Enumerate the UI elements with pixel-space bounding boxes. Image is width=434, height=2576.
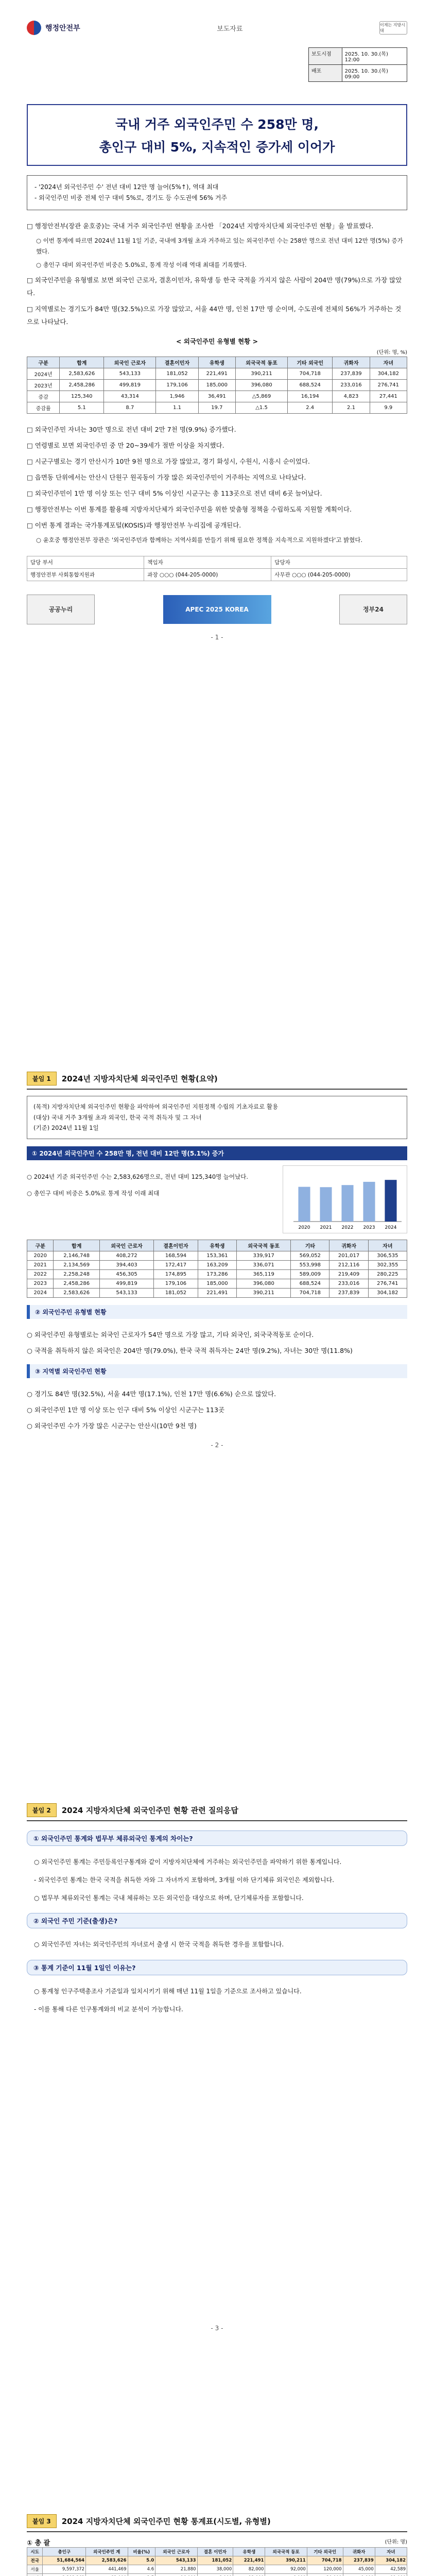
table-row bbox=[27, 391, 407, 402]
ref2-tag: 붙임 2 bbox=[27, 1803, 57, 1817]
answer-2 bbox=[27, 1928, 407, 1951]
ref1-section-1: ① 2024년 외국인주민 수 258만 명, 전년 대비 12만 명(5.1%) 증가 bbox=[27, 1146, 407, 1160]
paragraph: □ 외국인주민 자녀는 30만 명으로 전년 대비 2만 7천 명(9.9%) 증가했다. bbox=[27, 426, 236, 434]
paragraph: ○ 총인구 대비 외국인주민 비중은 5.0%로, 통계 작성 이래 역대 최대를 기록했다. bbox=[36, 261, 247, 269]
table-cell: 396,080 bbox=[235, 380, 287, 391]
trend-bar-chart bbox=[283, 1165, 407, 1233]
column-header: 구분 bbox=[27, 357, 60, 368]
paragraph: ○ 총인구 대비 비중은 5.0%로 통계 작성 이래 최대 bbox=[27, 1189, 160, 1197]
paragraph: □ 연령별로 보면 외국인주민 중 만 20~39세가 절반 이상을 차지했다. bbox=[27, 442, 224, 450]
table-cell: 5.1 bbox=[60, 402, 104, 414]
contact-cell: 과장 ○○○ (044-205-0000) bbox=[144, 568, 271, 581]
contact-header: 담당 부서 bbox=[27, 556, 144, 568]
table-cell: 390,211 bbox=[235, 368, 287, 380]
embargo-row bbox=[309, 65, 407, 81]
table-cell: 9.9 bbox=[370, 402, 407, 414]
bar bbox=[298, 1187, 310, 1222]
column-header: 자녀 bbox=[368, 1240, 407, 1251]
table-cell bbox=[86, 2574, 128, 2576]
column-header: 외국국적 동포 bbox=[265, 2548, 307, 2556]
table-cell: 339,917 bbox=[237, 1251, 291, 1261]
ref3-title: 2024 지방자치단체 외국인주민 현황 통계표(시도별, 유형별) bbox=[61, 2517, 271, 2526]
table-cell: 390,211 bbox=[265, 2556, 307, 2565]
table-cell: 408,272 bbox=[99, 1251, 153, 1261]
table-row bbox=[27, 1251, 407, 1261]
column-header: 귀화자 bbox=[329, 1240, 368, 1251]
column-header: 기타 외국인 bbox=[288, 357, 333, 368]
table-cell: 38,000 bbox=[197, 2565, 233, 2574]
table-cell: 4,823 bbox=[333, 391, 370, 402]
paragraph: □ 외국인주민이 1만 명 이상 또는 인구 대비 5% 이상인 시군구는 총 113곳으로 전년 대비 6곳 늘어났다. bbox=[27, 489, 322, 498]
table-cell: 179,106 bbox=[156, 380, 198, 391]
column-header: 시도 bbox=[27, 2548, 43, 2556]
contact-cell: 사무관 ○○○ (044-205-0000) bbox=[271, 568, 407, 581]
lead-summary bbox=[27, 175, 407, 210]
kogl-banner: 공공누리 bbox=[27, 595, 95, 624]
ref1-tag: 붙임 1 bbox=[27, 1072, 57, 1086]
ref3-summary-table bbox=[27, 2547, 407, 2576]
answer-3 bbox=[27, 1975, 407, 2015]
ref2-heading bbox=[27, 1803, 407, 1821]
table-cell: 42,589 bbox=[375, 2565, 407, 2574]
table-cell: 2020 bbox=[27, 1251, 54, 1261]
table-cell: △5,869 bbox=[235, 391, 287, 402]
table-cell: 704,718 bbox=[291, 1289, 329, 1298]
table-cell: 2,458,286 bbox=[54, 1279, 99, 1289]
table-cell: 125,340 bbox=[60, 391, 104, 402]
paragraph: ○ 2024년 기준 외국인주민 수는 2,583,626명으로, 전년 대비 125,340명 늘어났다. bbox=[27, 1173, 248, 1180]
embargo-key: 배포 bbox=[309, 65, 342, 81]
paragraph: ○ 윤호중 행정안전부 장관은 '외국인주민과 함께하는 지역사회를 만들기 위해 필요한 정책을 지속적으로 지원하겠다'고 밝혔다. bbox=[36, 536, 363, 544]
table-cell bbox=[343, 2574, 375, 2576]
column-header: 유학생 bbox=[198, 1240, 236, 1251]
table-cell: 456,305 bbox=[99, 1270, 153, 1279]
answer-line: - 이를 통해 다른 인구통계와의 비교 분석이 가능합니다. bbox=[34, 2005, 183, 2013]
table-cell: 5.0 bbox=[128, 2556, 155, 2565]
column-header: 자녀 bbox=[375, 2548, 407, 2556]
table-cell: 688,524 bbox=[291, 1279, 329, 1289]
column-header: 결혼이민자 bbox=[154, 1240, 198, 1251]
table-cell: 181,052 bbox=[154, 1289, 198, 1298]
table-cell: 2024년 bbox=[27, 368, 60, 380]
embargo-table bbox=[308, 47, 407, 82]
table-cell bbox=[128, 2574, 155, 2576]
table-cell: 237,839 bbox=[333, 368, 370, 380]
table-cell: 336,071 bbox=[237, 1261, 291, 1270]
ref3-section-a: ① 총 괄 bbox=[27, 2539, 50, 2547]
table-cell: 221,491 bbox=[198, 1289, 236, 1298]
table-cell: 21,880 bbox=[155, 2565, 197, 2574]
x-tick-label: 2022 bbox=[341, 1225, 354, 1231]
table-cell: 증감 bbox=[27, 391, 60, 402]
table-cell: 233,016 bbox=[329, 1279, 368, 1289]
table-row bbox=[27, 2556, 407, 2565]
taegeuk-icon bbox=[27, 21, 41, 35]
table-cell: 2,134,569 bbox=[54, 1261, 99, 1270]
question-3: ③ 통계 기준이 11월 1일인 이유는? bbox=[27, 1960, 407, 1975]
table-cell: 2023 bbox=[27, 1279, 54, 1289]
table-cell: 163,209 bbox=[198, 1261, 236, 1270]
paragraph: ○ 경기도 84만 명(32.5%), 서울 44만 명(17.1%), 인천 17만 명(6.6%) 순으로 많았다. bbox=[27, 1390, 276, 1398]
column-header: 합계 bbox=[54, 1240, 99, 1251]
table-cell: 1,946 bbox=[156, 391, 198, 402]
table-cell: 2,458,286 bbox=[60, 380, 104, 391]
header bbox=[27, 0, 407, 42]
table-cell: 306,535 bbox=[368, 1251, 407, 1261]
table-cell: 1.1 bbox=[156, 402, 198, 414]
table-cell: 서울 bbox=[27, 2565, 43, 2574]
ref3-sec-a-row bbox=[27, 2537, 407, 2547]
table-cell: 172,417 bbox=[154, 1261, 198, 1270]
table-cell: 499,819 bbox=[99, 1279, 153, 1289]
chart-text bbox=[27, 1165, 275, 1233]
table-cell bbox=[27, 2574, 43, 2576]
ref1-year-table bbox=[27, 1240, 407, 1298]
answer-line: ○ 통계청 인구주택총조사 기준일과 일치시키기 위해 매년 11월 1일을 기준으로 조사하고 있습니다. bbox=[34, 1988, 302, 1995]
table-cell: 233,016 bbox=[333, 380, 370, 391]
column-header: 외국국적 동포 bbox=[237, 1240, 291, 1251]
paragraph: ○ 이번 통계에 따르면 2024년 11월 1일 기준, 국내에 3개월 초과 거주하고 있는 외국인주민 수는 258만 명으로 전년 대비 12만 명(5%) 증가했다. bbox=[36, 237, 403, 255]
paragraph: □ 외국인주민을 유형별로 보면 외국인 근로자, 결혼이민자, 유학생 등 한국 국적을 가지지 않은 사람이 204만 명(79%)으로 가장 많았다. bbox=[27, 276, 402, 297]
agency-name: 행정안전부 bbox=[45, 24, 80, 32]
doc-type: 보도자료 bbox=[217, 25, 243, 33]
type-table bbox=[27, 357, 407, 414]
column-header: 총인구 bbox=[43, 2548, 86, 2556]
chart-row bbox=[27, 1165, 407, 1233]
bar bbox=[341, 1185, 353, 1222]
embargo-value: 2025. 10. 30.(목) 09:00 bbox=[344, 69, 388, 80]
paragraph: ○ 외국인주민 수가 가장 많은 시군구는 안산시(10만 9천 명) bbox=[27, 1422, 197, 1430]
contact-table bbox=[27, 556, 407, 581]
table-cell: 394,403 bbox=[99, 1261, 153, 1270]
table-cell: 2022 bbox=[27, 1270, 54, 1279]
contact-cell: 행정안전부 사회통합지원과 bbox=[27, 568, 144, 581]
slogan-logo: 이제는 지방시대 bbox=[379, 21, 407, 35]
table-cell: 36,491 bbox=[198, 391, 235, 402]
column-header: 기타 외국인 bbox=[307, 2548, 343, 2556]
table-cell bbox=[43, 2574, 86, 2576]
page-number: - 1 - bbox=[211, 633, 223, 641]
table-cell: 201,017 bbox=[329, 1251, 368, 1261]
x-tick-label: 2021 bbox=[320, 1225, 332, 1231]
table-cell: 43,314 bbox=[104, 391, 156, 402]
title-box bbox=[27, 104, 407, 166]
table-cell: 237,839 bbox=[329, 1289, 368, 1298]
contact-header: 책임자 bbox=[144, 556, 271, 568]
lead-line: - '2024년 외국인주민 수' 전년 대비 12만 명 늘어(5%↑), 역대 최대 bbox=[34, 183, 219, 191]
table-cell: 304,182 bbox=[368, 1289, 407, 1298]
table-cell bbox=[307, 2574, 343, 2576]
ref2-title: 2024 지방자치단체 외국인주민 현황 관련 질의응답 bbox=[61, 1806, 238, 1815]
answer-line: - 외국인주민 통계는 한국 국적을 취득한 자와 그 자녀까지 포함하며, 3개월 이하 단기체류 외국인은 제외합니다. bbox=[34, 1876, 335, 1884]
bar bbox=[320, 1187, 332, 1222]
headline-line-1: 국내 거주 외국인주민 수 258만 명, bbox=[115, 117, 319, 132]
table-row bbox=[27, 1270, 407, 1279]
table-cell: 174,895 bbox=[154, 1270, 198, 1279]
table-cell: 543,133 bbox=[155, 2556, 197, 2565]
page-1 bbox=[0, 0, 434, 1051]
table-cell: 276,741 bbox=[370, 380, 407, 391]
table-cell: 221,491 bbox=[233, 2556, 265, 2565]
table-cell: 120,000 bbox=[307, 2565, 343, 2574]
table-cell: 2.1 bbox=[333, 402, 370, 414]
table-cell: 237,839 bbox=[343, 2556, 375, 2565]
column-header: 외국인 근로자 bbox=[99, 1240, 153, 1251]
table-cell: 2,583,626 bbox=[60, 368, 104, 380]
column-header: 외국인 근로자 bbox=[155, 2548, 197, 2556]
table-cell: 181,052 bbox=[197, 2556, 233, 2565]
column-header: 자녀 bbox=[370, 357, 407, 368]
x-tick-label: 2023 bbox=[363, 1225, 375, 1231]
contact-row bbox=[27, 568, 407, 581]
page-number: - 2 - bbox=[211, 1442, 223, 1449]
ref1-points-2 bbox=[27, 1387, 407, 1432]
ref1-section-3: ③ 지역별 외국인주민 현황 bbox=[27, 1364, 407, 1378]
table-cell: 221,491 bbox=[198, 368, 235, 380]
column-header: 결혼 이민자 bbox=[197, 2548, 233, 2556]
body-text bbox=[27, 219, 407, 328]
table-cell: 8.7 bbox=[104, 402, 156, 414]
column-header: 비율(%) bbox=[128, 2548, 155, 2556]
ref1-overview-box bbox=[27, 1096, 407, 1139]
body-text-2 bbox=[27, 423, 407, 546]
column-header: 귀화자 bbox=[343, 2548, 375, 2556]
x-tick-label: 2024 bbox=[385, 1225, 397, 1231]
table-row bbox=[27, 2574, 407, 2576]
column-header: 귀화자 bbox=[333, 357, 370, 368]
table-cell: 212,116 bbox=[329, 1261, 368, 1270]
contact-header-row bbox=[27, 556, 407, 568]
paragraph: □ 행정안전부는 이번 통계를 활용해 지방자치단체가 외국인주민을 위한 맞춤형 정책을 수립하도록 지원할 계획이다. bbox=[27, 505, 352, 514]
contact-header: 담당자 bbox=[271, 556, 407, 568]
table-row bbox=[27, 2565, 407, 2574]
paragraph: ○ 국적을 취득하지 않은 외국인은 204만 명(79.0%), 한국 국적 취득자는 24만 명(9.2%), 자녀는 30만 명(11.8%) bbox=[27, 1347, 353, 1355]
table-cell: 2,583,626 bbox=[86, 2556, 128, 2565]
paragraph: ○ 외국인주민 1만 명 이상 또는 인구 대비 5% 이상인 시군구는 113곳 bbox=[27, 1406, 224, 1414]
table-cell: 185,000 bbox=[198, 380, 235, 391]
paragraph: □ 이번 통계 결과는 국가통계포털(KOSIS)과 행정안전부 누리집에 공개된다. bbox=[27, 521, 241, 530]
table-cell bbox=[197, 2574, 233, 2576]
embargo-key: 보도시점 bbox=[309, 48, 342, 64]
table-cell: 181,052 bbox=[156, 368, 198, 380]
table-cell: 569,052 bbox=[291, 1251, 329, 1261]
table-cell bbox=[375, 2574, 407, 2576]
table-cell: 185,000 bbox=[198, 1279, 236, 1289]
column-header: 유학생 bbox=[233, 2548, 265, 2556]
overview-line: (목적) 지방자치단체 외국인주민 현황을 파악하여 외국인주민 지원정책 수립의 기초자료로 활용 bbox=[33, 1103, 279, 1110]
table-row bbox=[27, 1289, 407, 1298]
question-1: ① 외국인주민 통계와 법무부 체류외국인 통계의 차이는? bbox=[27, 1831, 407, 1846]
column-header: 외국국적 동포 bbox=[235, 357, 287, 368]
page-number: - 3 - bbox=[211, 2324, 223, 2332]
column-header: 구분 bbox=[27, 1240, 54, 1251]
table-cell: 173,286 bbox=[198, 1270, 236, 1279]
table-cell: 589,009 bbox=[291, 1270, 329, 1279]
gov24-banner: 정부24 bbox=[339, 595, 407, 624]
table-row bbox=[27, 380, 407, 391]
table-cell: 2.4 bbox=[288, 402, 333, 414]
table-cell: 2024 bbox=[27, 1289, 54, 1298]
banner-row bbox=[27, 595, 407, 624]
ref1-points bbox=[27, 1328, 407, 1357]
table-cell: △1.5 bbox=[235, 402, 287, 414]
page-3 bbox=[0, 1803, 434, 2494]
column-header: 외국인주민 계 bbox=[86, 2548, 128, 2556]
overview-line: (대상) 국내 거주 3개월 초과 외국인, 한국 국적 취득자 및 그 자녀 bbox=[33, 1113, 202, 1121]
bar bbox=[363, 1182, 375, 1222]
table-row bbox=[27, 368, 407, 380]
table-cell: 390,211 bbox=[237, 1289, 291, 1298]
paragraph: □ 지역별로는 경기도가 84만 명(32.5%)으로 가장 많았고, 서울 44만 명, 인천 17만 명 순이며, 수도권에 전체의 56%가 거주하는 것으로 나타났다. bbox=[27, 305, 402, 326]
table-cell: 16,194 bbox=[288, 391, 333, 402]
table-cell: 4.6 bbox=[128, 2565, 155, 2574]
table-cell: 51,684,564 bbox=[43, 2556, 86, 2565]
page-2 bbox=[0, 1072, 434, 1783]
table-cell: 19.7 bbox=[198, 402, 235, 414]
table-cell: 441,469 bbox=[86, 2565, 128, 2574]
answer-line: ○ 외국인주민 통계는 주민등록인구통계와 같이 지방자치단체에 거주하는 외국인주민을 파악하기 위한 통계입니다. bbox=[34, 1858, 342, 1866]
table-cell: 179,106 bbox=[154, 1279, 198, 1289]
ref3-tag: 붙임 3 bbox=[27, 2514, 57, 2528]
table-cell: 168,594 bbox=[154, 1251, 198, 1261]
table-cell bbox=[265, 2574, 307, 2576]
table-cell: 304,182 bbox=[370, 368, 407, 380]
table-cell: 280,225 bbox=[368, 1270, 407, 1279]
table-row bbox=[27, 402, 407, 414]
table-cell: 9,597,372 bbox=[43, 2565, 86, 2574]
answer-1 bbox=[27, 1846, 407, 1904]
table-cell: 688,524 bbox=[288, 380, 333, 391]
apec-banner: APEC 2025 KOREA bbox=[163, 595, 271, 624]
ref1-title: 2024년 지방자치단체 외국인주민 현황(요약) bbox=[61, 1074, 218, 1083]
table-cell: 82,000 bbox=[233, 2565, 265, 2574]
agency-logo bbox=[27, 21, 80, 35]
table-row bbox=[27, 1279, 407, 1289]
ref1-heading bbox=[27, 1072, 407, 1090]
table-cell: 45,000 bbox=[343, 2565, 375, 2574]
table-cell: 365,119 bbox=[237, 1270, 291, 1279]
table-caption: < 외국인주민 유형별 현황 > bbox=[176, 337, 258, 346]
table-cell: 704,718 bbox=[288, 368, 333, 380]
table-cell: 2,146,748 bbox=[54, 1251, 99, 1261]
table-cell: 전국 bbox=[27, 2556, 43, 2565]
ref1-section-2: ② 외국인주민 유형별 현황 bbox=[27, 1305, 407, 1319]
column-header: 외국인 근로자 bbox=[104, 357, 156, 368]
table-cell: 2,583,626 bbox=[54, 1289, 99, 1298]
column-header: 유학생 bbox=[198, 357, 235, 368]
table-cell: 92,000 bbox=[265, 2565, 307, 2574]
table-cell: 304,182 bbox=[375, 2556, 407, 2565]
column-header: 결혼이민자 bbox=[156, 357, 198, 368]
table-row bbox=[27, 1261, 407, 1270]
table-cell: 153,361 bbox=[198, 1251, 236, 1261]
table-cell: 543,133 bbox=[99, 1289, 153, 1298]
headline-line-2: 총인구 대비 5%, 지속적인 증가세 이어가 bbox=[99, 140, 335, 155]
page-4 bbox=[0, 2514, 434, 2576]
table-cell: 302,355 bbox=[368, 1261, 407, 1270]
x-tick-label: 2020 bbox=[298, 1225, 310, 1231]
ref3-unit: (단위: 명) bbox=[385, 2539, 407, 2545]
table-cell: 704,718 bbox=[307, 2556, 343, 2565]
table-cell bbox=[233, 2574, 265, 2576]
question-2: ② 외국인 주민 기준(출생)은? bbox=[27, 1913, 407, 1928]
paragraph: ○ 외국인주민 유형별로는 외국인 근로자가 54만 명으로 가장 많고, 기타 외국인, 외국국적동포 순이다. bbox=[27, 1331, 314, 1339]
answer-line: ○ 법무부 체류외국인 통계는 국내 체류하는 모든 외국인을 대상으로 하며, 단기체류자를 포함합니다. bbox=[34, 1894, 304, 1902]
paragraph: □ 읍면동 단위에서는 안산시 단원구 원곡동이 가장 많은 외국인주민이 거주하는 지역으로 나타났다. bbox=[27, 473, 306, 482]
table-cell bbox=[155, 2574, 197, 2576]
ref3-heading bbox=[27, 2514, 407, 2532]
table-cell: 276,741 bbox=[368, 1279, 407, 1289]
table-cell: 543,133 bbox=[104, 368, 156, 380]
embargo-value: 2025. 10. 30.(목) 12:00 bbox=[344, 52, 388, 63]
table-cell: 553,998 bbox=[291, 1261, 329, 1270]
column-header: 합계 bbox=[60, 357, 104, 368]
table-cell: 219,409 bbox=[329, 1270, 368, 1279]
column-header: 기타 bbox=[291, 1240, 329, 1251]
embargo-row bbox=[309, 48, 407, 65]
lead-line: - 외국인주민 비중 전체 인구 대비 5%로, 경기도 등 수도권에 56% 거주 bbox=[34, 194, 228, 201]
table-cell: 증감률 bbox=[27, 402, 60, 414]
table-cell: 2,258,248 bbox=[54, 1270, 99, 1279]
table-cell: 2021 bbox=[27, 1261, 54, 1270]
bar bbox=[385, 1180, 396, 1222]
table-unit: (단위: 명, %) bbox=[376, 350, 407, 356]
table-cell: 27,441 bbox=[370, 391, 407, 402]
table-cell: 499,819 bbox=[104, 380, 156, 391]
overview-line: (기준) 2024년 11월 1일 bbox=[33, 1124, 99, 1132]
paragraph: □ 행정안전부(장관 윤호중)는 국내 거주 외국인주민 현황을 조사한 「2024년 지방자치단체 외국인주민 현황」을 발표했다. bbox=[27, 222, 374, 230]
table-cell: 2023년 bbox=[27, 380, 60, 391]
table-cell: 396,080 bbox=[237, 1279, 291, 1289]
paragraph: □ 시군구별로는 경기 안산시가 10만 9천 명으로 가장 많았고, 경기 화성시, 수원시, 시흥시 순이었다. bbox=[27, 457, 310, 466]
answer-line: ○ 외국인주민 자녀는 외국인주민의 자녀로서 출생 시 한국 국적을 취득한 경우를 포함합니다. bbox=[34, 1941, 284, 1948]
